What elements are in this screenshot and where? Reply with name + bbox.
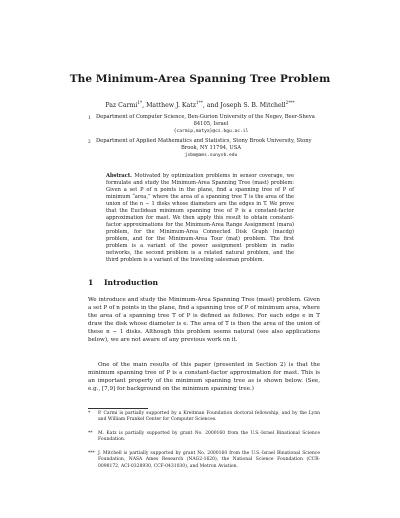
affiliation-number: 1 <box>88 115 91 120</box>
footnote <box>88 431 320 444</box>
affiliation-email: jsbm@ams.sunysb.edu <box>184 153 238 159</box>
section-number: 1 <box>88 278 94 287</box>
affiliation-line: Brook, NY 11794, USA <box>180 145 242 152</box>
author-separator: , and <box>202 102 221 110</box>
abstract-text: Motivated by optimization problems in sensor coverage, we formulate and study the Minimum-Area Spanning Tree (mast) problem: Given a set P of n points in the plane, find a spanning tree of P of minimum “area,” where the area of a spanning tree T is the area of the union of the n − 1 disks whose diameters are the edges in T. We prove that the Euclidean minimum spanning tree of P is a constant-factor approximation for mast. We then apply this result to obtain constant-factor approximations for the Minimum-Area Range Assignment (mara) problem, for the Minimum-Area Connected Disk Graph (macdg) problem, and for the Minimum-Area Tour (mat) problem. The first problem is a variant of the power assignment problem in radio networks, the second problem is a related natural problem, and the third problem is a variant of the traveling salesman problem. <box>106 173 294 263</box>
abstract <box>106 173 294 264</box>
author-name: Paz Carmi <box>105 102 138 110</box>
footnote <box>88 411 320 424</box>
footnote-text: P. Carmi is partially supported by a Kreitman Foundation doctoral fellowship, and by the Lynn and William Frankel Center for Computer Sciences. <box>98 411 320 423</box>
affiliation-line: Department of Computer Science, Ben-Gurion University of the Negev, Beer-Sheva <box>96 114 315 120</box>
footnote-mark: ** <box>88 431 93 436</box>
section-title: Introduction <box>104 278 159 287</box>
author-list <box>0 100 400 109</box>
footnote <box>88 451 320 470</box>
footnote-mark: *** <box>88 451 95 456</box>
author-name: Matthew J. Katz <box>146 102 196 110</box>
author-marker: 1* <box>137 100 143 105</box>
author-separator: , <box>142 102 147 110</box>
footnote-text: M. Katz is partially supported by grant No. 2000160 from the U.S.-Israel Binational Science Foundation. <box>98 431 320 443</box>
abstract-label: Abstract. <box>106 173 132 179</box>
affiliation-email: {carmip,matya}@cs.bgu.ac.il <box>173 129 249 135</box>
body-paragraph: We introduce and study the Minimum-Area Spanning Tree (mast) problem. Given a set P of n points in the plane, find a spanning tree of P of minimum area, where the area of a spanning tree T of P is defined as follows. For each edge e in T draw the disk whose diameter is e. The area of T is then the area of the union of these n − 1 disks. Although this problem seems natural (see also applications below), we are not aware of any previous work on it. <box>88 297 320 343</box>
footnote-text: J. Mitchell is partially supported by grant No. 2000160 from the U.S.-Israel Binational Science Foundation, NASA Ames Research (NAG2-1620), the National Science Foundation (CCR-0098172, ACI-0328930, CCF-0431030), and Metron Aviation. <box>98 451 320 469</box>
section-heading <box>88 278 158 287</box>
paper-title: The Minimum-Area Spanning Tree Problem <box>69 73 331 85</box>
affiliation-number: 2 <box>88 139 91 144</box>
footnote-mark: * <box>88 411 91 416</box>
author-marker: 2*** <box>285 100 295 105</box>
footnote-rule <box>88 408 148 409</box>
author-marker: 1** <box>196 100 203 105</box>
affiliation-line: 84105, Israel <box>193 121 229 128</box>
author-name: Joseph S. B. Mitchell <box>220 102 286 110</box>
affiliation <box>88 138 326 160</box>
body-paragraph: One of the main results of this paper (presented in Section 2) is that the minimum spanning tree of P is a constant-factor approximation for mast. This is an important property of the minimum spanning tree as is shown below. (See, e.g., [7,9] for background on the minimum spanning tree.) <box>88 362 320 392</box>
affiliation-line: Department of Applied Mathematics and Statistics, Stony Brook University, Stony <box>96 138 312 144</box>
affiliation <box>88 114 326 136</box>
